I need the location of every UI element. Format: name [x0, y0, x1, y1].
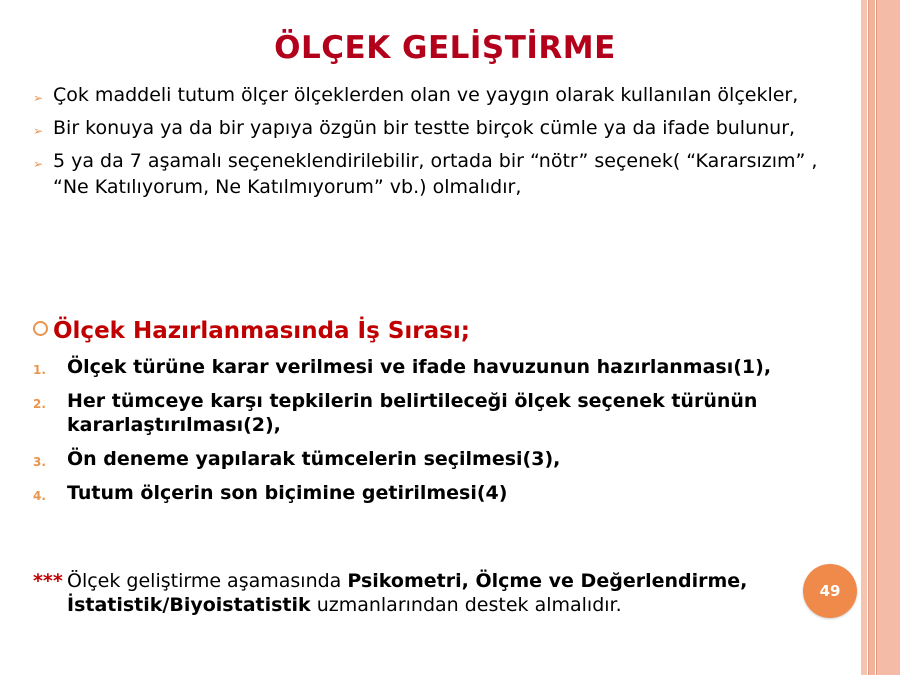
bullet-list: [33, 82, 848, 207]
numbered-item: [33, 355, 813, 379]
arrow-bullet-icon: ➢: [33, 124, 44, 138]
item-text: Ön deneme yapılarak tümcelerin seçilmesi(3),: [67, 448, 561, 470]
item-text: Her tümceye karşı tepkilerin belirtileceği ölçek seçenek türünün kararlaştırılması(2),: [67, 390, 758, 436]
bullet-item: [33, 115, 848, 141]
bullet-text: Bir konuya ya da bir yapıya özgün bir testte birçok cümle ya da ifade bulunur,: [53, 117, 796, 139]
item-text: Tutum ölçerin son biçimine getirilmesi(4): [67, 482, 508, 504]
bullet-item: [33, 82, 848, 108]
numbered-item: [33, 481, 813, 505]
note-bold: Psikometri, Ölçme ve Değerlendirme, İstatistik/Biyoistatistik: [67, 570, 748, 616]
ring-bullet-icon: [33, 321, 48, 336]
item-number: 4.: [33, 489, 46, 503]
item-number: 1.: [33, 363, 46, 377]
item-text: Ölçek türüne karar verilmesi ve ifade havuzunun hazırlanması(1),: [67, 356, 772, 378]
decor-rail-2: [869, 0, 875, 675]
bullet-text: Çok maddeli tutum ölçer ölçeklerden olan ve yaygın olarak kullanılan ölçekler,: [53, 84, 799, 106]
section-heading: [33, 318, 470, 344]
decor-rail-3: [877, 0, 900, 675]
arrow-bullet-icon: ➢: [33, 157, 44, 171]
section-heading-text: Ölçek Hazırlanmasında İş Sırası;: [53, 318, 470, 344]
note-paragraph: [33, 569, 823, 617]
decor-rail-1: [861, 0, 867, 675]
item-number: 3.: [33, 455, 46, 469]
numbered-item: [33, 447, 813, 471]
decor-line-2: [876, 0, 877, 675]
item-number: 2.: [33, 397, 46, 411]
arrow-bullet-icon: ➢: [33, 91, 44, 105]
numbered-list: [33, 355, 813, 515]
note-prefix: Ölçek geliştirme aşamasında: [67, 570, 348, 592]
bullet-item: [33, 148, 848, 200]
page-number-badge: 49: [803, 564, 857, 618]
note-suffix: uzmanlarından destek almalıdır.: [310, 594, 622, 616]
bullet-text: 5 ya da 7 aşamalı seçeneklendirilebilir, ortada bir “nötr” seçenek( “Kararsızım” , “Ne Katılıyorum, Ne Katılmıyorum” vb.) olmalıdır,: [53, 150, 818, 198]
slide-title: ÖLÇEK GELİŞTİRME: [274, 30, 616, 66]
decor-line-1: [868, 0, 869, 675]
numbered-item: [33, 389, 813, 437]
note-stars: ***: [33, 570, 63, 592]
